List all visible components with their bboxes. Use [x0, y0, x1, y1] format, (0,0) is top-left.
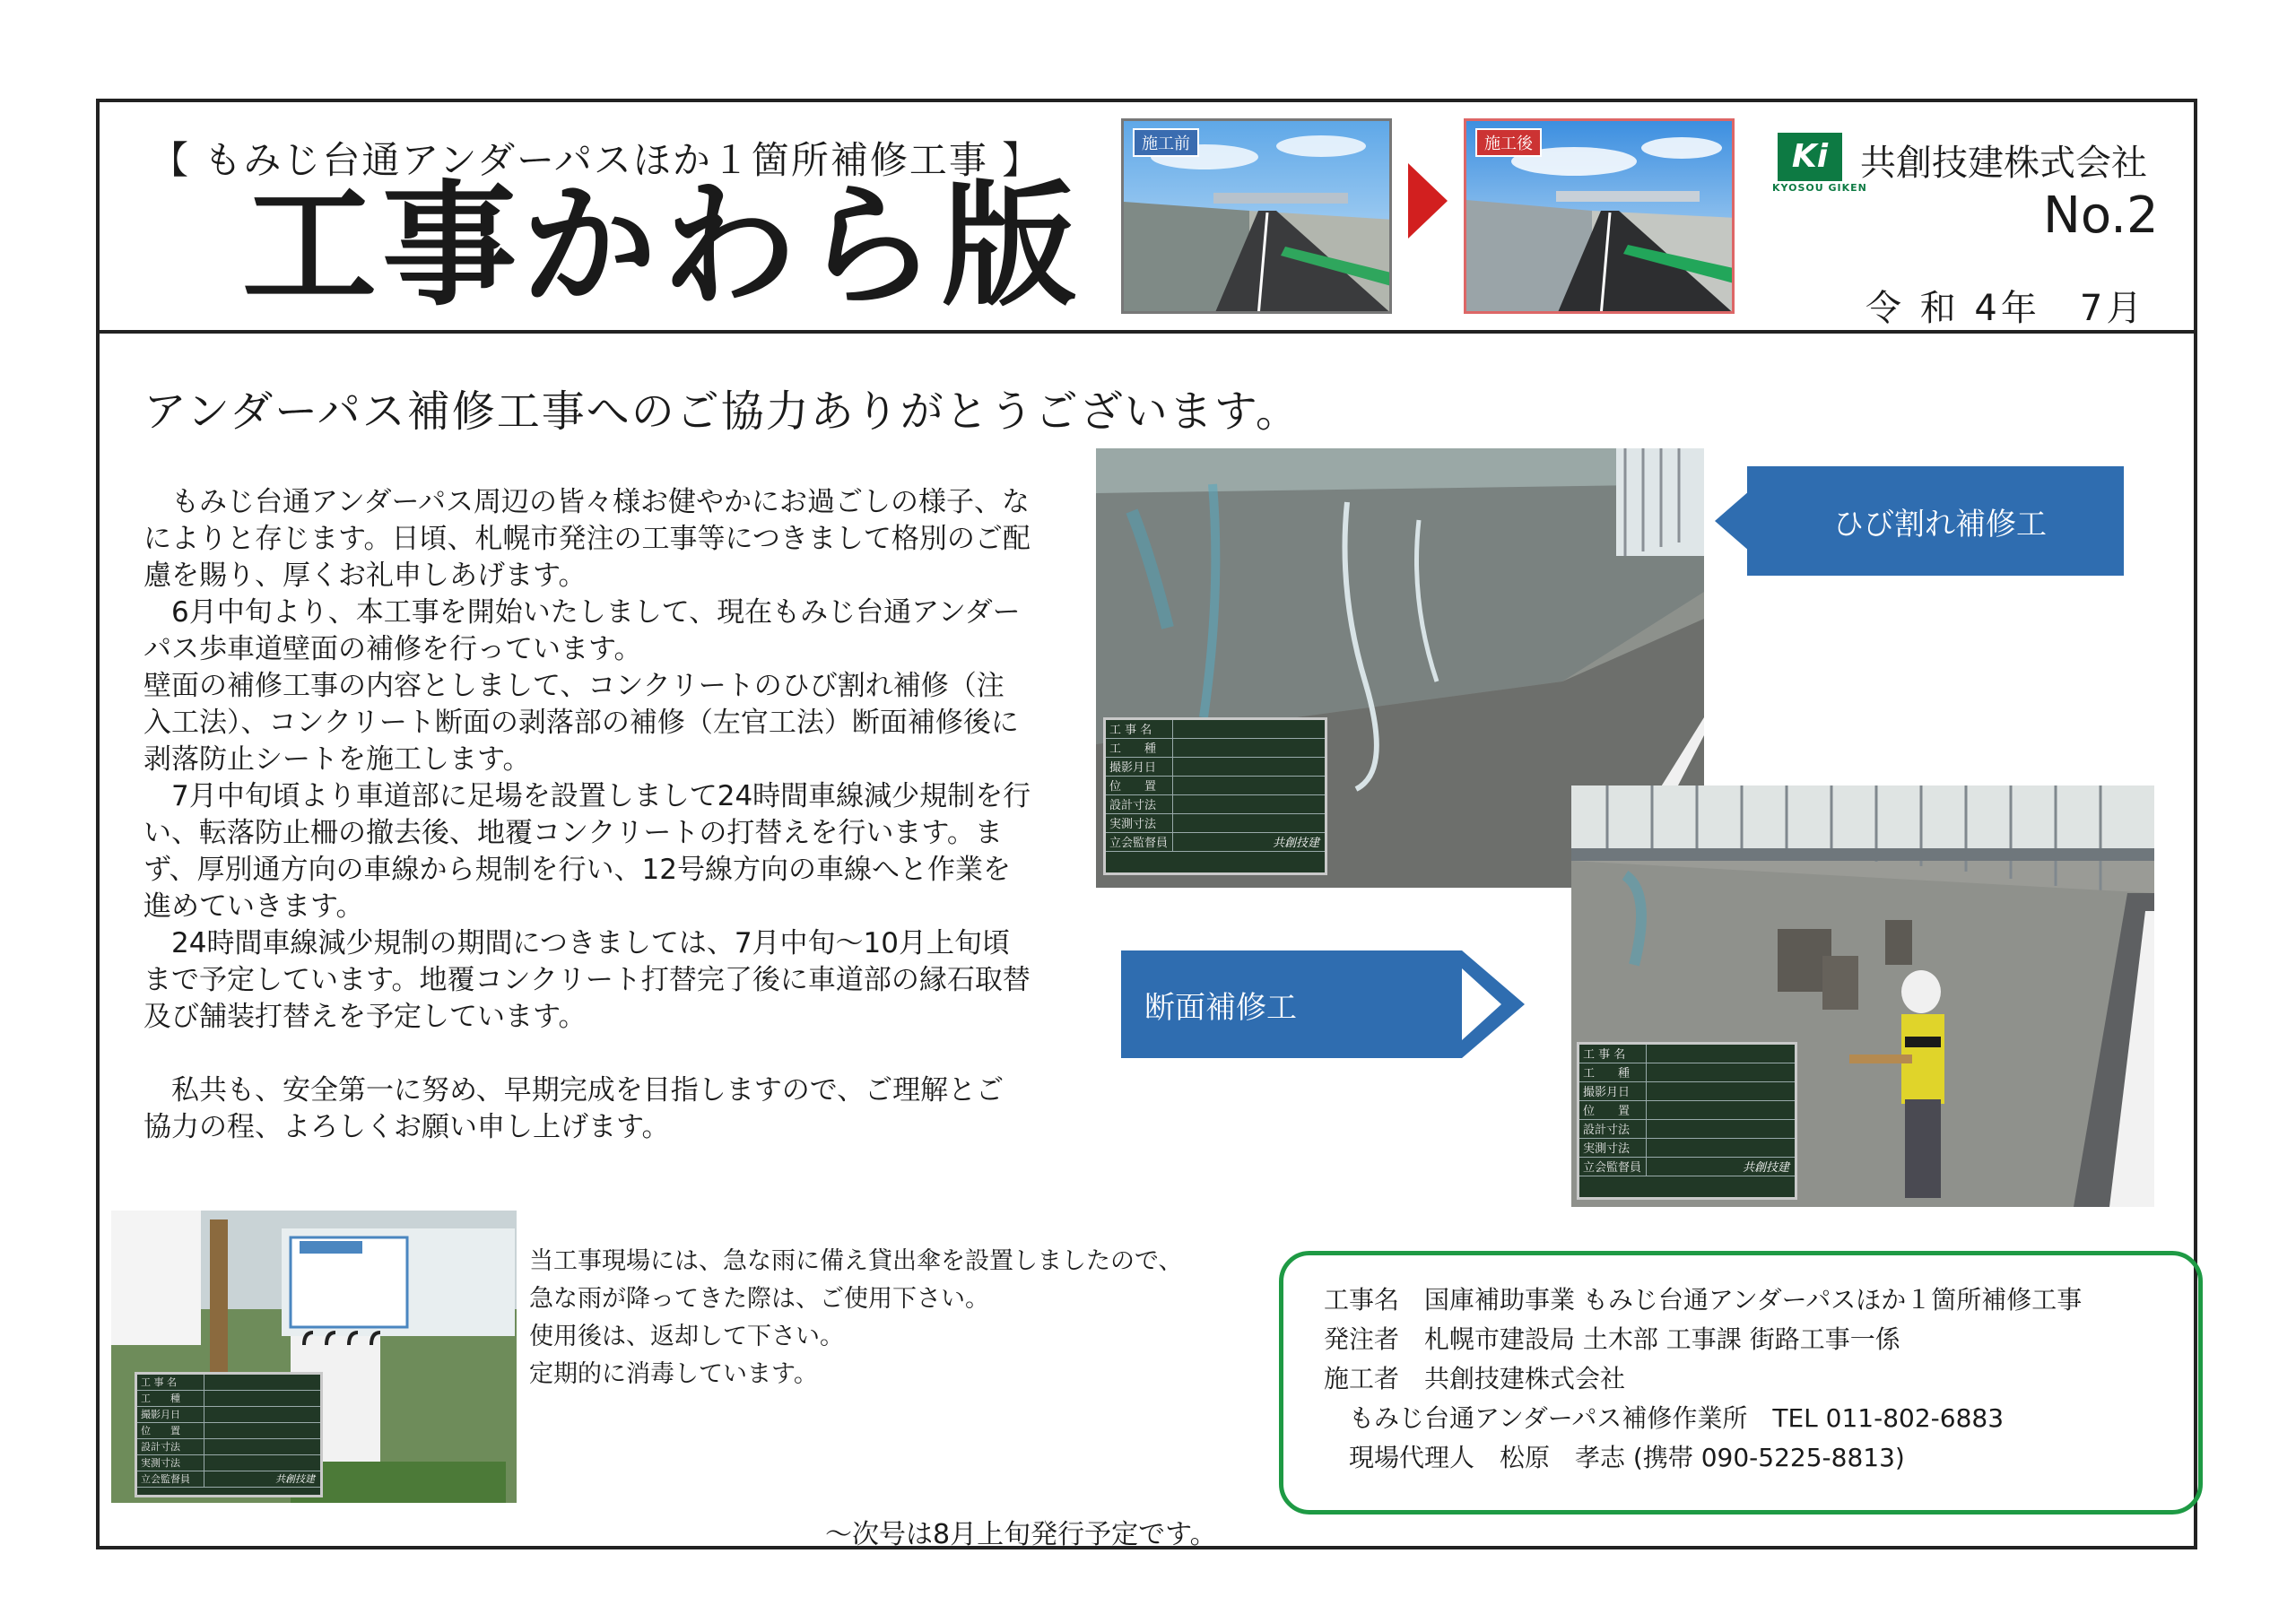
after-label: 施工後	[1475, 128, 1542, 157]
info-line: もみじ台通アンダーパス補修作業所 TEL 011-802-6883	[1324, 1403, 2005, 1433]
info-line: 現場代理人 松原 孝志 (携帯 090-5225-8813)	[1324, 1443, 1905, 1472]
section-repair-label: 断面補修工	[1144, 989, 1297, 1026]
issue-date: 令 和 4年 7月	[1866, 288, 2146, 329]
article-body	[144, 484, 1031, 1146]
main-heading: アンダーパス補修工事へのご協力ありがとうございます。	[144, 386, 1300, 437]
info-line: 発注者 札幌市建設局 土木部 工事課 街路工事一係	[1324, 1324, 1900, 1354]
umbrella-line: 当工事現場には、急な雨に備え貸出傘を設置しましたので、	[529, 1247, 1183, 1275]
paragraph: もみじ台通アンダーパス周辺の皆々様お健やかにお過ごしの様子、なによりと存じます。日頃、札幌市発注の工事等につきまして格別のご配慮を賜り、厚くお礼申しあげます。	[144, 486, 1031, 592]
section-repair-photo	[1571, 785, 2154, 1207]
paragraph: 24時間車線減少規制の期間につきましては、7月中旬～10月上旬頃まで予定しています。地覆コンクリート打替完了後に車道部の縁石取替及び舗装打替えを予定しています。	[144, 927, 1031, 1033]
umbrella-stand-photo	[111, 1211, 517, 1503]
company-logo-text: KYOSOU GIKEN	[1772, 182, 1867, 194]
umbrella-line: 定期的に消毒しています。	[529, 1360, 818, 1388]
crack-repair-callout	[1747, 466, 2124, 576]
next-issue-note: ～次号は8月上旬発行予定です。	[825, 1519, 1217, 1550]
site-board: 工 事 名 工 種 撮影月日 位 置 設計寸法 実測寸法 立会監督員 共創技建	[1577, 1042, 1797, 1200]
paragraph: 7月中旬頃より車道部に足場を設置しまして24時間車線減少規制を行い、転落防止柵の撤去後、地覆コンクリートの打替えを行います。まず、厚別通方向の車線から規制を行い、12号線方向の車線へと作業を進めていきます。	[144, 780, 1031, 923]
umbrella-line: 使用後は、返却して下さい。	[529, 1323, 844, 1350]
info-line: 施工者 共創技建株式会社	[1324, 1364, 1626, 1393]
newsletter-title: 工事かわら版	[242, 169, 1083, 325]
crack-repair-label: ひび割れ補修工	[1833, 506, 2047, 542]
issue-number: No.2	[2043, 187, 2159, 245]
company-logo: Ki	[1778, 133, 1842, 181]
info-line: 工事名 国庫補助事業 もみじ台通アンダーパスほか１箇所補修工事	[1324, 1285, 2083, 1315]
paragraph: 壁面の補修工事の内容としまして、コンクリートのひび割れ補修（注入工法）、コンクリート断面の剥落部の補修（左官工法）断面補修後に剥落防止シートを施工します。	[144, 670, 1019, 776]
site-board: 工 事 名 工 種 撮影月日 位 置 設計寸法 実測寸法 立会監督員 共創技建	[1103, 717, 1327, 875]
project-info	[1324, 1280, 2082, 1478]
before-photo	[1121, 118, 1392, 314]
paragraph: 6月中旬より、本工事を開始いたしまして、現在もみじ台通アンダーパス歩車道壁面の補修を行っています。	[144, 596, 1021, 665]
site-board: 工 事 名 工 種 撮影月日 位 置 設計寸法 実測寸法 立会監督員 共創技建	[135, 1372, 323, 1497]
company-name: 共創技建株式会社	[1860, 143, 2147, 184]
before-label: 施工前	[1133, 128, 1199, 157]
section-repair-callout	[1121, 950, 1462, 1058]
umbrella-notice	[529, 1243, 1182, 1393]
project-subtitle: 【 もみじ台通アンダーパスほか１箇所補修工事 】	[151, 138, 1042, 182]
umbrella-line: 急な雨が降ってきた際は、ご使用下さい。	[529, 1285, 989, 1313]
arrow-right-icon	[1408, 163, 1448, 239]
closing-paragraph: 私共も、安全第一に努め、早期完成を目指しますので、ご理解とご協力の程、よろしくお願い申し上げます。	[144, 1074, 1004, 1143]
after-photo	[1464, 118, 1735, 314]
callout-notch	[1462, 968, 1501, 1040]
